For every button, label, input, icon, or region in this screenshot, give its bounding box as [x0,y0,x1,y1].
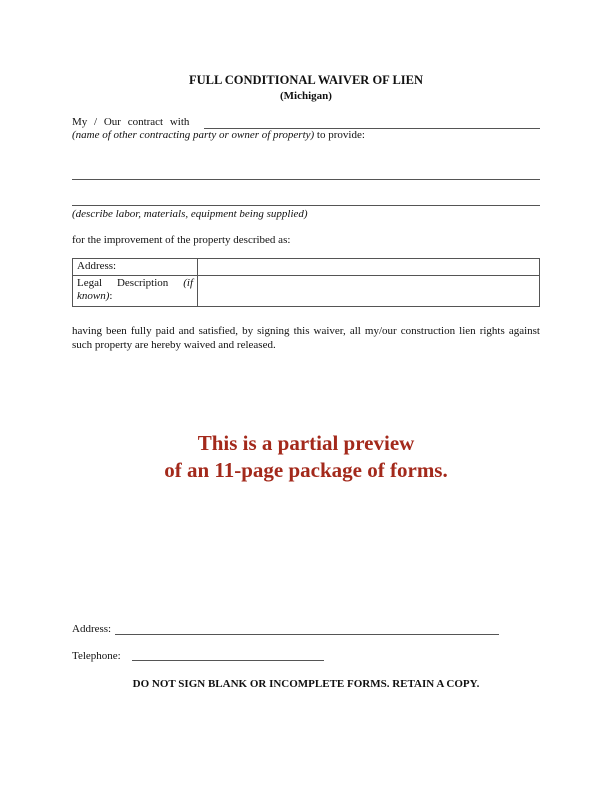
legal-value-cell[interactable] [198,276,540,307]
address-label: Address: [72,623,112,635]
waiver-text: having been fully paid and satisfied, by signing this waiver, all my/our construction lien rights against such property are hereby waived and released. [72,325,540,351]
contract-party-hint: (name of other contracting party or owner of property) [72,129,315,141]
document-title: FULL CONDITIONAL WAIVER OF LIEN [188,73,424,87]
document-subtitle: (Michigan) [280,90,332,102]
preview-notice [0,430,612,484]
preview-line-2: of an 11-page package of forms. [164,458,448,482]
telephone-line[interactable] [132,660,324,661]
supply-line-2[interactable] [72,205,540,206]
legal-label-italic: (if known) [77,277,193,302]
legal-label: Legal Description [77,277,184,289]
contract-suffix: to provide: [314,129,365,141]
address-line[interactable] [115,634,499,635]
footer-notice: DO NOT SIGN BLANK OR INCOMPLETE FORMS. RETAIN A COPY. [132,678,480,690]
supply-hint: (describe labor, materials, equipment being supplied) [72,208,308,220]
legal-label-cell [73,276,198,307]
address-label-cell: Address: [73,259,198,276]
preview-line-1: This is a partial preview [197,431,415,455]
improvement-text: for the improvement of the property described as: [72,234,291,246]
telephone-label: Telephone: [72,650,121,662]
property-table [72,258,540,307]
supply-line-1[interactable] [72,179,540,180]
contract-label: My / Our contract with [72,116,190,128]
contract-hint [72,129,365,141]
address-value-cell[interactable] [198,259,540,276]
legal-label-colon: : [109,290,113,302]
table-row [73,259,540,276]
table-row [73,276,540,307]
